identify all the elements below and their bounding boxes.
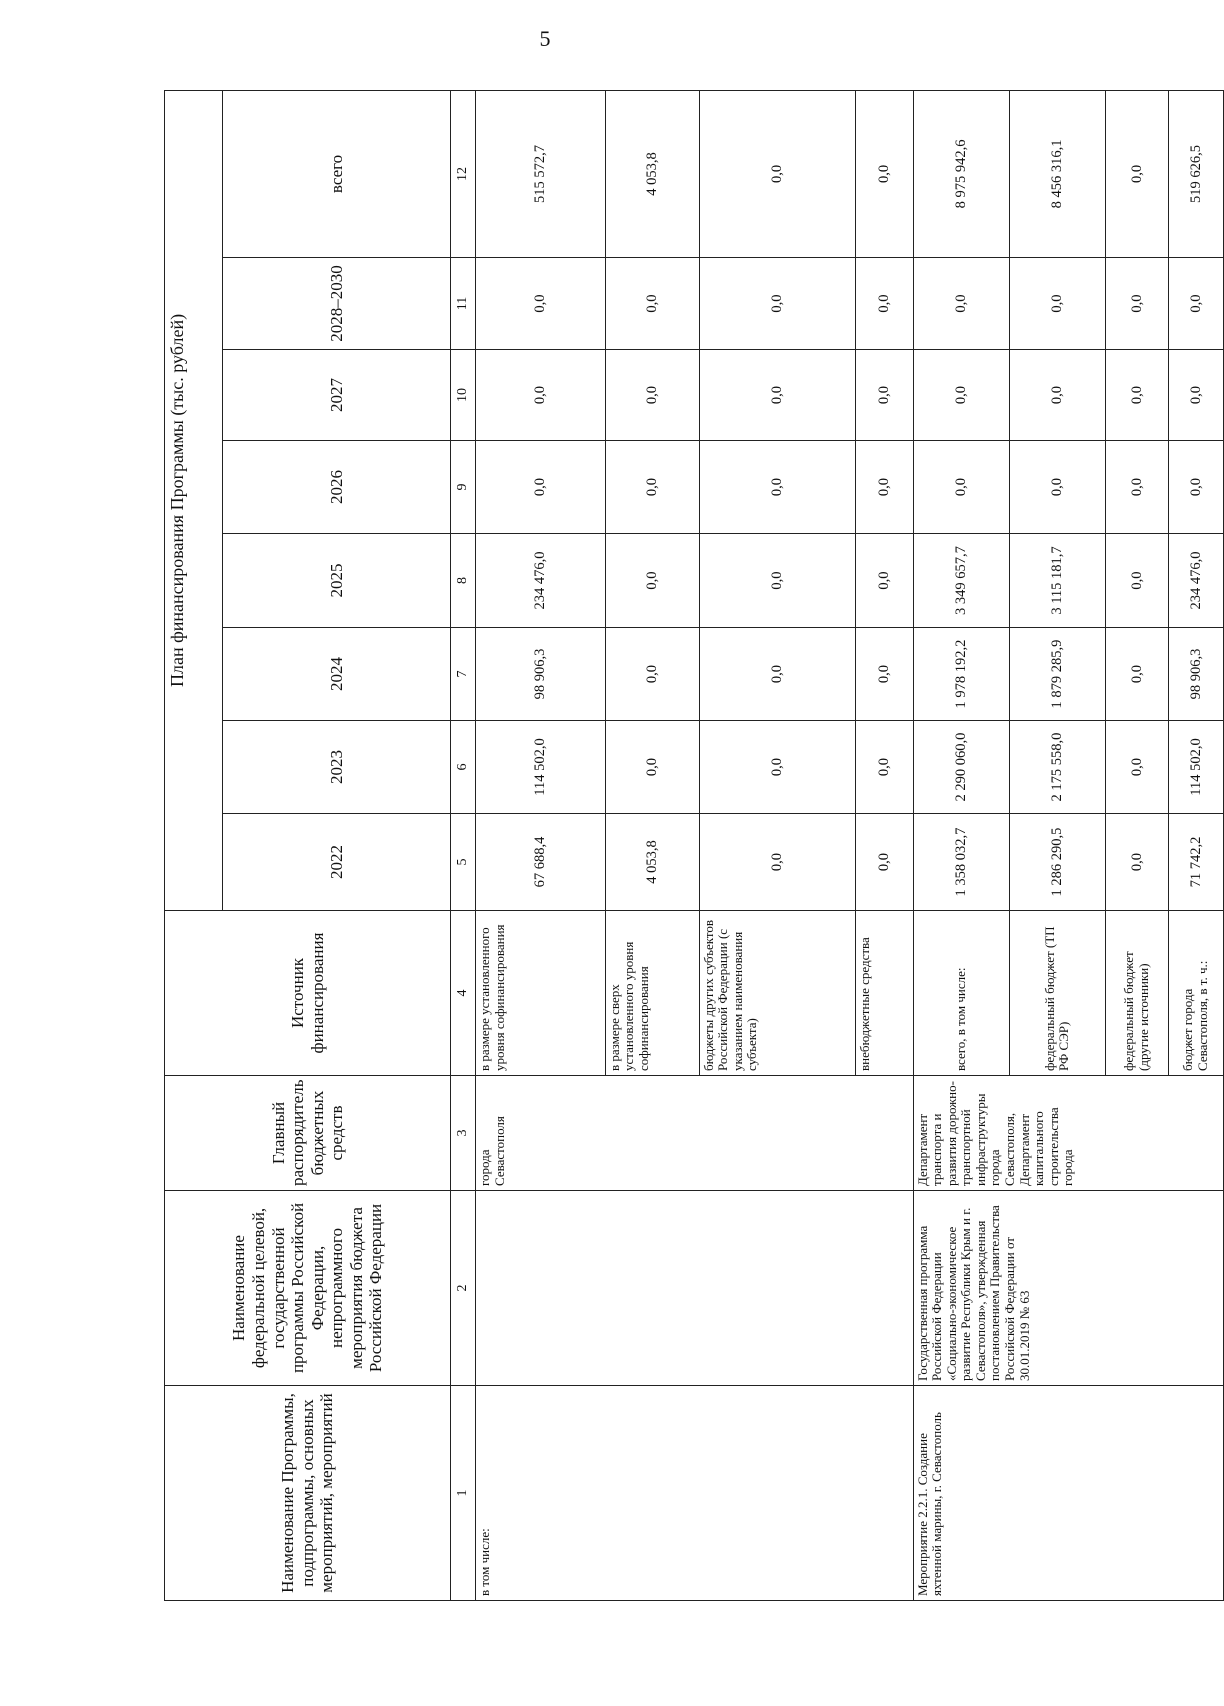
- value-cell: 0,0: [699, 721, 855, 814]
- value-cell: 0,0: [699, 258, 855, 350]
- value-cell: 0,0: [855, 258, 913, 350]
- value-cell: 3 349 657,7: [913, 534, 1009, 628]
- value-cell: 0,0: [476, 441, 606, 534]
- header-col3: Главный распорядитель бюджетных средств: [165, 1076, 451, 1191]
- table-row: [913, 90, 1009, 1600]
- value-cell: 0,0: [1106, 628, 1169, 721]
- financing-table-rotated: [164, 91, 1224, 1601]
- header-year: 2025: [222, 534, 450, 628]
- value-cell: 0,0: [855, 628, 913, 721]
- value-cell: 0,0: [605, 350, 699, 441]
- value-cell: 0,0: [1106, 90, 1169, 257]
- value-cell: 0,0: [855, 534, 913, 628]
- header-col2: Наименование федеральной целевой, государственной программы Российской Федерации, непрограммного мероприятия бюджета Российской Федерации: [165, 1191, 451, 1386]
- source-cell: бюджет города Севастополя, в т. ч.:: [1168, 911, 1223, 1076]
- value-cell: 0,0: [699, 441, 855, 534]
- header-year: 2024: [222, 628, 450, 721]
- value-cell: 98 906,3: [1168, 628, 1223, 721]
- col-number: 12: [451, 90, 476, 257]
- source-cell: внебюджетные средства: [855, 911, 913, 1076]
- value-cell: 0,0: [699, 814, 855, 911]
- col-number: 8: [451, 534, 476, 628]
- value-cell: 519 626,5: [1168, 90, 1223, 257]
- value-cell: 71 742,2: [1168, 814, 1223, 911]
- administrator: Департамент транспорта и развития дорожно-транспортной инфраструктуры города Севастополя, Департамент капитального строительства города: [913, 1076, 1223, 1191]
- value-cell: 0,0: [1168, 441, 1223, 534]
- value-cell: 515 572,7: [476, 90, 606, 257]
- value-cell: 0,0: [1168, 350, 1223, 441]
- header-year: 2028–2030: [222, 258, 450, 350]
- value-cell: 0,0: [913, 441, 1009, 534]
- value-cell: 0,0: [605, 534, 699, 628]
- value-cell: 1 978 192,2: [913, 628, 1009, 721]
- col-number: 9: [451, 441, 476, 534]
- value-cell: 0,0: [913, 350, 1009, 441]
- value-cell: 1 879 285,9: [1009, 628, 1105, 721]
- source-cell: в размере установленного уровня софинансирования: [476, 911, 606, 1076]
- header-col1: Наименование Программы, подпрограммы, основных мероприятий, мероприятий: [165, 1386, 451, 1601]
- value-cell: 0,0: [605, 628, 699, 721]
- column-number-row: [451, 90, 476, 1600]
- source-cell: всего, в том числе:: [913, 911, 1009, 1076]
- col-number: 6: [451, 721, 476, 814]
- group1-administrator: города Севастополя: [476, 1076, 914, 1191]
- col-number: 7: [451, 628, 476, 721]
- value-cell: 67 688,4: [476, 814, 606, 911]
- header-row-plan: [165, 90, 223, 1600]
- value-cell: 0,0: [476, 350, 606, 441]
- value-cell: 0,0: [1106, 350, 1169, 441]
- page-number: 5: [539, 26, 551, 51]
- group1-title: в том числе:: [476, 1386, 914, 1601]
- value-cell: 0,0: [913, 258, 1009, 350]
- col-number: 10: [451, 350, 476, 441]
- header-total: всего: [222, 90, 450, 257]
- value-cell: 1 286 290,5: [1009, 814, 1105, 911]
- table-row: [476, 90, 606, 1600]
- value-cell: 0,0: [855, 721, 913, 814]
- value-cell: 114 502,0: [476, 721, 606, 814]
- col-number: 2: [451, 1191, 476, 1386]
- value-cell: 0,0: [699, 350, 855, 441]
- col-number: 11: [451, 258, 476, 350]
- value-cell: 0,0: [605, 441, 699, 534]
- value-cell: 8 975 942,6: [913, 90, 1009, 257]
- value-cell: 3 115 181,7: [1009, 534, 1105, 628]
- col-number: 1: [451, 1386, 476, 1601]
- value-cell: 234 476,0: [476, 534, 606, 628]
- header-year: 2022: [222, 814, 450, 911]
- value-cell: 0,0: [699, 90, 855, 257]
- value-cell: 0,0: [855, 814, 913, 911]
- source-cell: бюджеты других субъектов Российской Федерации (с указанием наименования субъекта): [699, 911, 855, 1076]
- value-cell: 2 175 558,0: [1009, 721, 1105, 814]
- value-cell: 0,0: [699, 534, 855, 628]
- header-year: 2023: [222, 721, 450, 814]
- value-cell: 4 053,8: [605, 814, 699, 911]
- source-cell: федеральный бюджет (ТП РФ СЭР): [1009, 911, 1105, 1076]
- header-col4: Источник финансирования: [165, 911, 451, 1076]
- value-cell: 4 053,8: [605, 90, 699, 257]
- col-number: 3: [451, 1076, 476, 1191]
- value-cell: 0,0: [476, 258, 606, 350]
- value-cell: 0,0: [1009, 258, 1105, 350]
- value-cell: 0,0: [855, 441, 913, 534]
- header-plan: План финансирования Программы (тыс. рублей): [165, 90, 223, 910]
- value-cell: 0,0: [1009, 350, 1105, 441]
- value-cell: 0,0: [1168, 258, 1223, 350]
- source-cell: федеральный бюджет (другие источники): [1106, 911, 1169, 1076]
- value-cell: 1 358 032,7: [913, 814, 1009, 911]
- value-cell: 0,0: [855, 350, 913, 441]
- measure-title: Мероприятие 2.2.1. Создание яхтенной марины, г. Севастополь: [913, 1386, 1223, 1601]
- value-cell: 0,0: [855, 90, 913, 257]
- col-number: 4: [451, 911, 476, 1076]
- value-cell: 0,0: [605, 721, 699, 814]
- col-number: 5: [451, 814, 476, 911]
- value-cell: 0,0: [699, 628, 855, 721]
- header-year: 2026: [222, 441, 450, 534]
- group1-program: [476, 1191, 914, 1386]
- value-cell: 0,0: [1106, 441, 1169, 534]
- value-cell: 234 476,0: [1168, 534, 1223, 628]
- value-cell: 0,0: [1106, 534, 1169, 628]
- header-year: 2027: [222, 350, 450, 441]
- value-cell: 0,0: [1009, 441, 1105, 534]
- value-cell: 114 502,0: [1168, 721, 1223, 814]
- value-cell: 0,0: [605, 258, 699, 350]
- source-cell: в размере сверх установленного уровня софинансирования: [605, 911, 699, 1076]
- state-program: Государственная программа Российской Федерации «Социально-экономическое развитие Республики Крым и г. Севастополя», утвержденная постановлением Правительства Российской Федерации от 30.01.2019 № 63: [913, 1191, 1223, 1386]
- value-cell: 0,0: [1106, 721, 1169, 814]
- value-cell: 98 906,3: [476, 628, 606, 721]
- value-cell: 8 456 316,1: [1009, 90, 1105, 257]
- value-cell: 0,0: [1106, 814, 1169, 911]
- financing-table: [164, 90, 1224, 1601]
- value-cell: 0,0: [1106, 258, 1169, 350]
- value-cell: 2 290 060,0: [913, 721, 1009, 814]
